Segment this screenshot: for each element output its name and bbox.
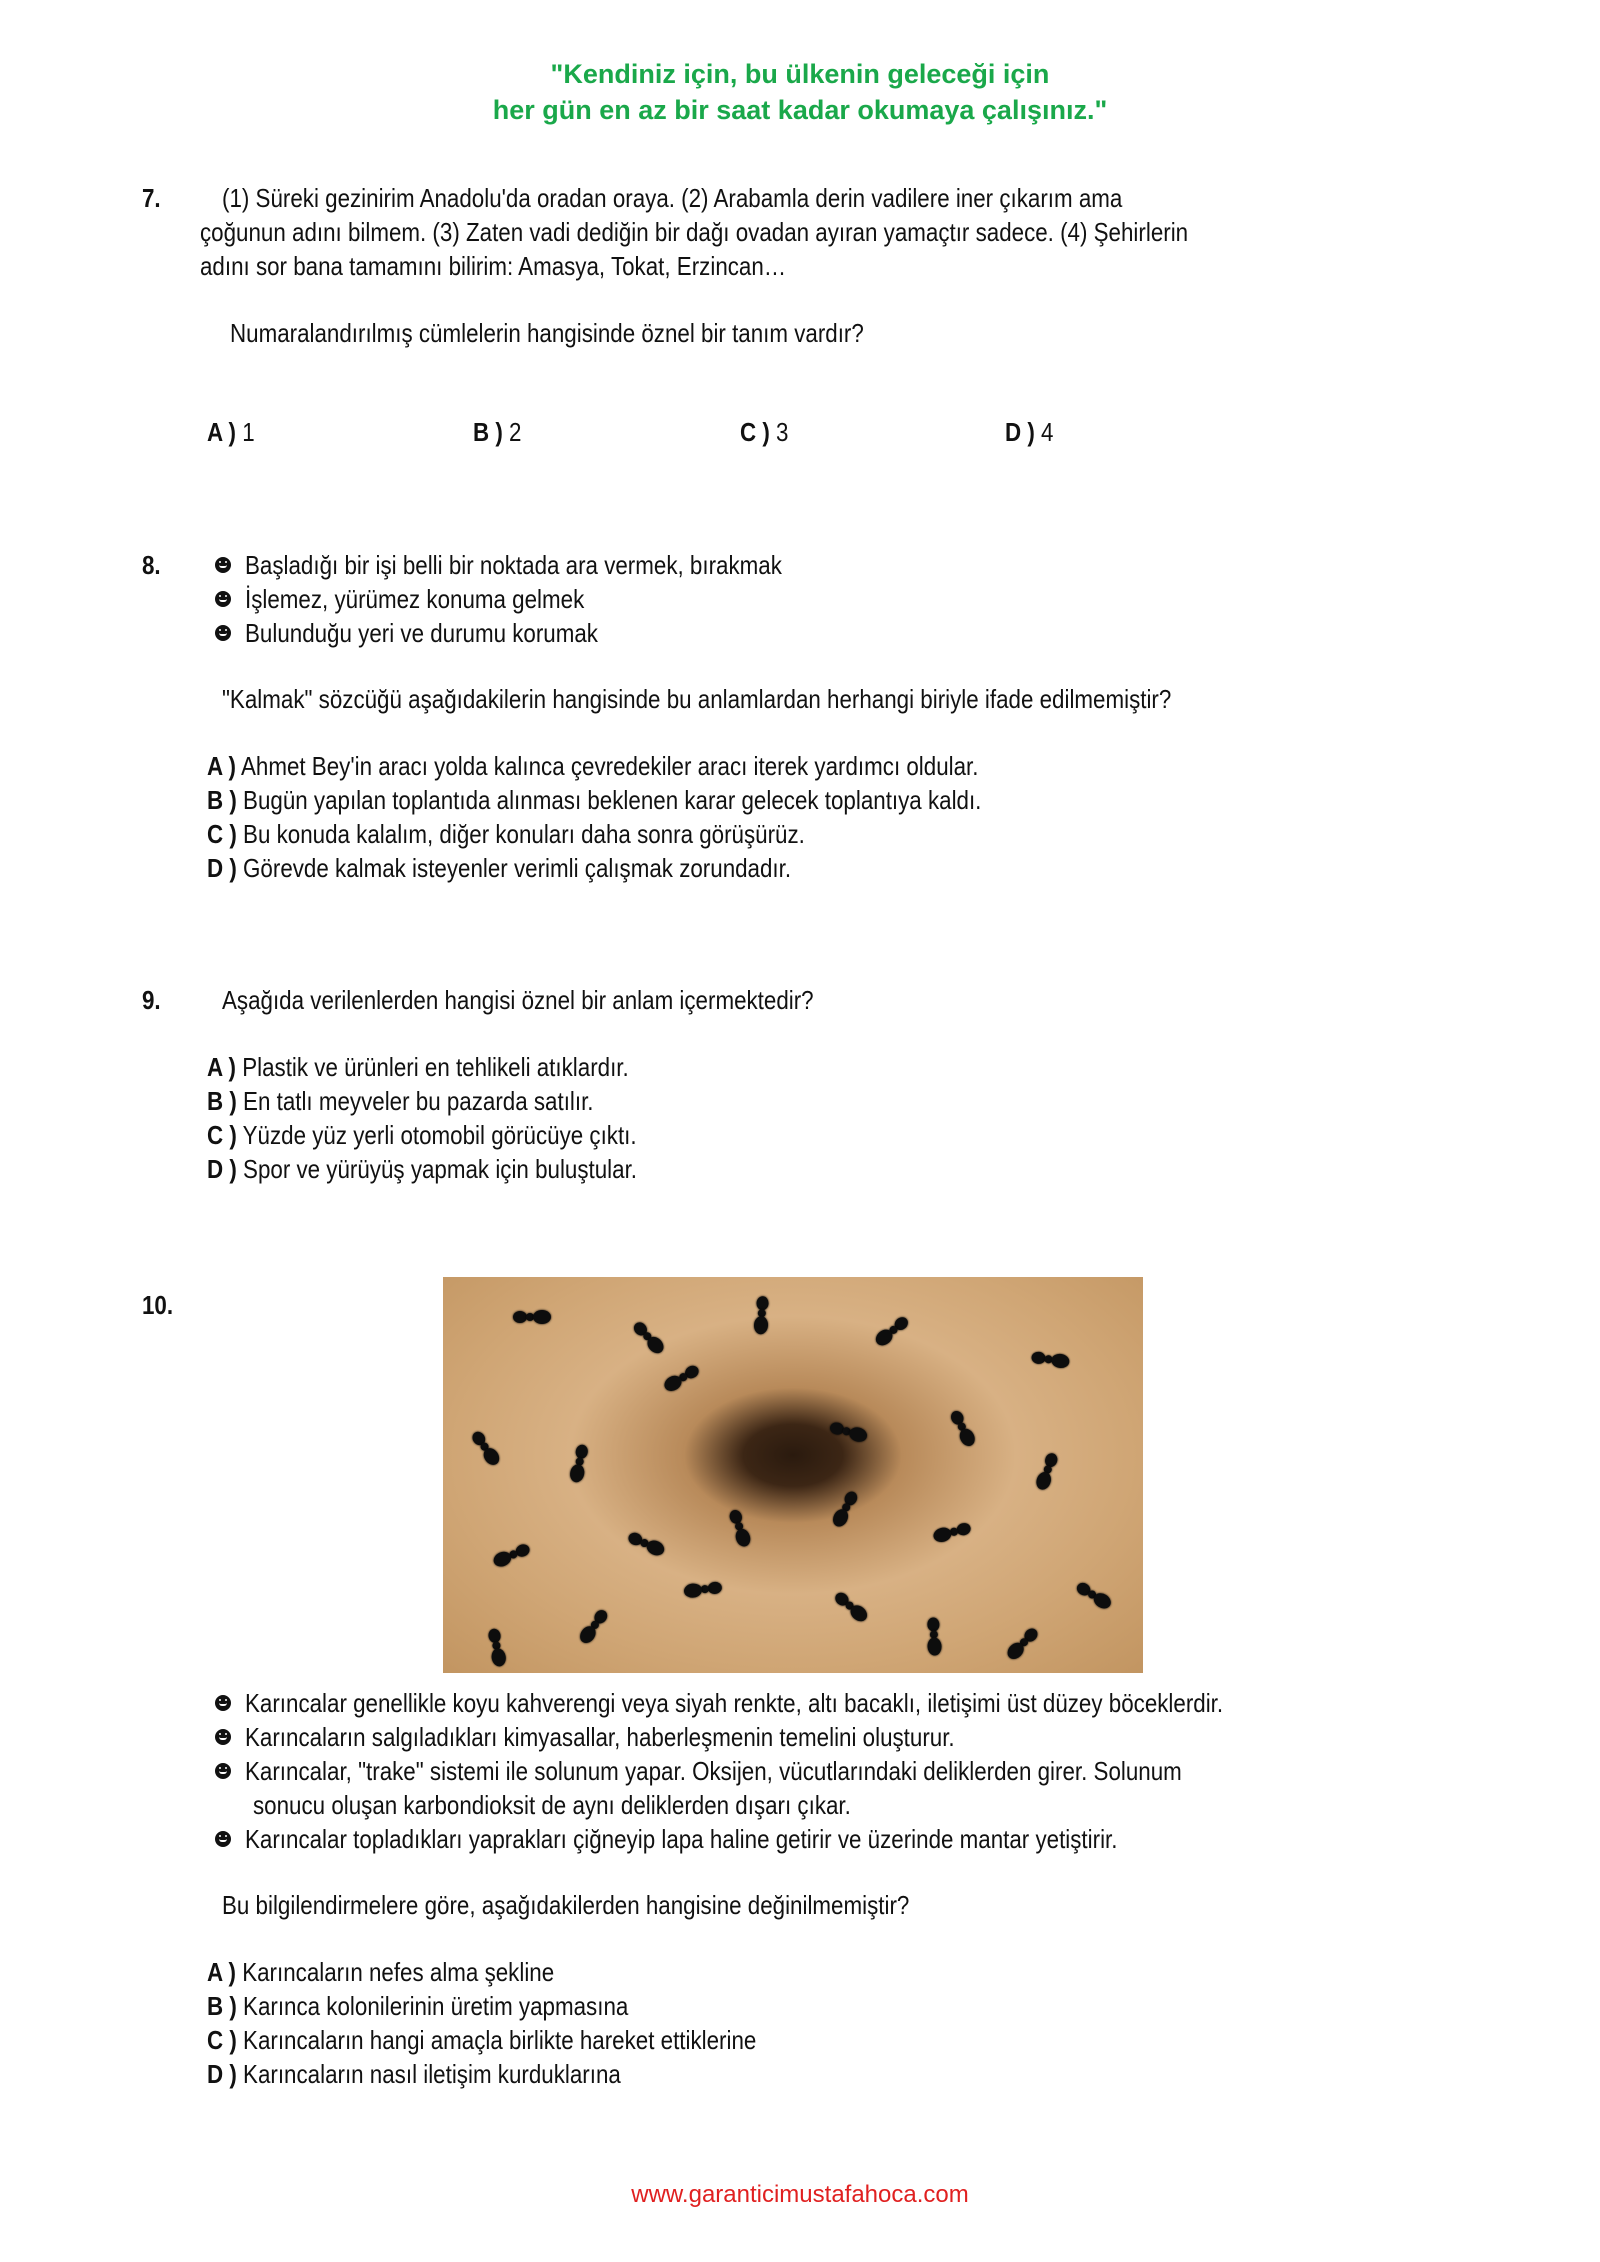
question-number: 8. <box>142 550 161 580</box>
smiley-bullet-icon <box>215 1729 231 1745</box>
option-text: Karıncaların nasıl iletişim kurduklarına <box>243 2059 621 2089</box>
option-text: Spor ve yürüyüş yapmak için buluştular. <box>243 1154 638 1184</box>
option-text: 3 <box>776 417 789 447</box>
definition-bullet: Bulunduğu yeri ve durumu korumak <box>215 616 655 650</box>
question-number: 10. <box>142 1290 174 1320</box>
question-prompt: Numaralandırılmış cümlelerin hangisinde öznel bir tanım vardır? <box>230 318 864 348</box>
option-b[interactable] <box>207 783 1107 817</box>
option-text: 1 <box>242 417 255 447</box>
option-letter: C ) <box>207 2025 237 2055</box>
smiley-bullet-icon <box>215 625 231 641</box>
option-c[interactable] <box>740 415 796 449</box>
option-text: Bu konuda kalalım, diğer konuları daha sonra görüşürüz. <box>243 819 805 849</box>
option-text: En tatlı meyveler bu pazarda satılır. <box>243 1086 594 1116</box>
definition-bullet: İşlemez, yürümez konuma gelmek <box>215 582 639 616</box>
question-prompt: Aşağıda verilenlerden hangisi öznel bir anlam içermektedir? <box>222 985 814 1015</box>
option-text: Görevde kalmak isteyenler verimli çalışmak zorundadır. <box>243 853 792 883</box>
option-c[interactable] <box>207 817 902 851</box>
option-letter: B ) <box>207 1086 237 1116</box>
question-number: 7. <box>142 183 161 213</box>
option-d[interactable] <box>207 2057 688 2091</box>
option-a[interactable] <box>207 415 262 449</box>
option-text: Karıncaların nefes alma şekline <box>242 1957 555 1987</box>
option-a[interactable] <box>207 1955 611 1989</box>
option-text: Karıncaların hangi amaçla birlikte hareket ettiklerine <box>243 2025 757 2055</box>
option-letter: B ) <box>207 785 237 815</box>
option-text: Yüzde yüz yerli otomobil görücüye çıktı. <box>242 1120 637 1150</box>
smiley-bullet-icon <box>215 1695 231 1711</box>
question-prompt: "Kalmak" sözcüğü aşağıdakilerin hangisinde bu anlamlardan herhangi biriyle ifade edilmemiştir? <box>222 684 1172 714</box>
smiley-bullet-icon <box>215 557 231 573</box>
smiley-bullet-icon <box>215 1831 231 1847</box>
option-letter: C ) <box>207 819 237 849</box>
info-bullet: Karıncalar topladıkları yaprakları çiğneyip lapa haline getirir ve üzerinde mantar yetiştirir. <box>215 1822 1259 1856</box>
option-d[interactable] <box>207 1152 707 1186</box>
option-text: Plastik ve ürünleri en tehlikeli atıklardır. <box>242 1052 629 1082</box>
motivational-quote-line-2: her gün en az bir saat kadar okumaya çalışınız." <box>492 95 1108 125</box>
option-a[interactable] <box>207 749 1104 783</box>
info-bullet-continuation: sonucu oluşan karbondioksit de aynı deliklerden dışarı çıkar. <box>253 1790 851 1820</box>
smiley-bullet-icon <box>215 1763 231 1779</box>
ants-photo <box>443 1277 1143 1673</box>
option-text: Karınca kolonilerinin üretim yapmasına <box>243 1991 629 2021</box>
question-prompt: Bu bilgilendirmelere göre, aşağıdakilerden hangisine değinilmemiştir? <box>222 1890 910 1920</box>
option-d[interactable] <box>207 851 886 885</box>
footer-website-link[interactable]: www.garanticimustafahoca.com <box>631 2181 969 2208</box>
option-letter: D ) <box>207 1154 237 1184</box>
option-letter: B ) <box>207 1991 237 2021</box>
option-letter: A ) <box>207 417 236 447</box>
passage-line: (1) Süreki gezinirim Anadolu'da oradan oraya. (2) Arabamla derin vadilere iner çıkarım ama <box>222 183 1123 213</box>
question-number: 9. <box>142 985 161 1015</box>
motivational-quote-line-1: "Kendiniz için, bu ülkenin geleceği için <box>550 59 1050 89</box>
option-text: Ahmet Bey'in aracı yolda kalınca çevredekiler aracı iterek yardımcı oldular. <box>240 751 979 781</box>
option-b[interactable] <box>207 1989 697 2023</box>
option-text: 4 <box>1041 417 1054 447</box>
info-bullet: Karıncalar genellikle koyu kahverengi veya siyah renkte, altı bacaklı, iletişimi üst düzey böceklerdir. <box>215 1686 1382 1720</box>
info-bullet: Karıncalar, "trake" sistemi ile solunum yapar. Oksijen, vücutlarındaki deliklerden girer. Solunum <box>215 1754 1334 1788</box>
option-b[interactable] <box>473 415 529 449</box>
option-letter: D ) <box>1005 417 1035 447</box>
option-a[interactable] <box>207 1050 697 1084</box>
option-b[interactable] <box>207 1084 656 1118</box>
option-text: Bugün yapılan toplantıda alınması beklenen karar gelecek toplantıya kaldı. <box>243 785 982 815</box>
option-text: 2 <box>509 417 522 447</box>
definition-bullet: Başladığı bir işi belli bir noktada ara vermek, bırakmak <box>215 548 869 582</box>
option-c[interactable] <box>207 1118 707 1152</box>
option-letter: C ) <box>740 417 770 447</box>
info-bullet: Karıncaların salgıladıkları kimyasallar, haberleşmenin temelini oluşturur. <box>215 1720 1070 1754</box>
option-c[interactable] <box>207 2023 846 2057</box>
option-letter: A ) <box>207 1052 236 1082</box>
option-letter: A ) <box>207 1957 236 1987</box>
option-letter: D ) <box>207 2059 237 2089</box>
option-letter: A ) <box>207 751 236 781</box>
option-d[interactable] <box>1005 415 1061 449</box>
option-letter: D ) <box>207 853 237 883</box>
passage-line: adını sor bana tamamını bilirim: Amasya, Tokat, Erzincan… <box>200 251 787 281</box>
smiley-bullet-icon <box>215 591 231 607</box>
passage-line: çoğunun adını bilmem. (3) Zaten vadi dediğin bir dağı ovadan ayıran yamaçtır sadece. (4) Şehirlerin <box>200 217 1189 247</box>
option-letter: B ) <box>473 417 503 447</box>
option-letter: C ) <box>207 1120 237 1150</box>
